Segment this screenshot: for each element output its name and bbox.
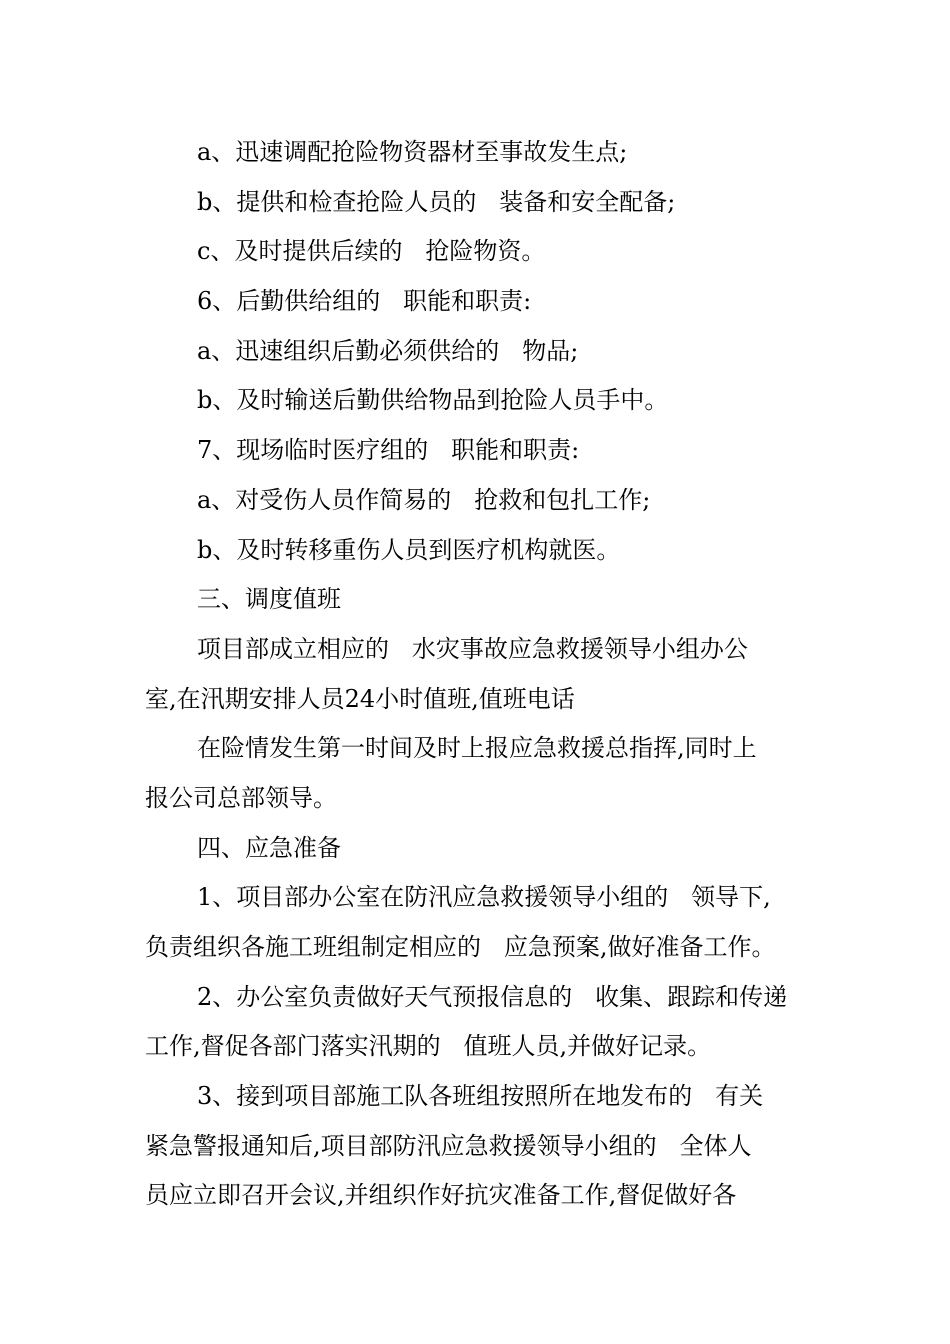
text-line: b、提供和检查抢险人员的 装备和安全配备; [197, 187, 676, 216]
document-body [145, 128, 825, 1221]
text-line: 1、项目部办公室在防汛应急救援领导小组的 领导下, [197, 883, 771, 912]
text-line: a、迅速组织后勤必须供给的 物品; [197, 336, 579, 365]
text-line: 报公司总部领导。 [145, 783, 337, 812]
text-line: 项目部成立相应的 水灾事故应急救援领导小组办公 [197, 634, 748, 663]
text-line: 室,在汛期安排人员24小时值班,值班电话 [145, 684, 575, 713]
text-line: 6、后勤供给组的 职能和职责: [197, 287, 532, 316]
text-line: b、及时转移重伤人员到医疗机构就医。 [197, 535, 621, 564]
text-line: 员应立即召开会议,并组织作好抗灾准备工作,督促做好各 [145, 1181, 737, 1210]
text-line: 工作,督促各部门落实汛期的 值班人员,并做好记录。 [145, 1032, 712, 1061]
text-line: c、及时提供后续的 抢险物资。 [197, 237, 546, 266]
text-line: b、及时输送后勤供给物品到抢险人员手中。 [197, 386, 669, 415]
text-line: a、迅速调配抢险物资器材至事故发生点; [197, 138, 628, 166]
text-line: 在险情发生第一时间及时上报应急救援总指挥,同时上 [197, 734, 757, 763]
text-line: 2、办公室负责做好天气预报信息的 收集、跟踪和传递 [197, 982, 788, 1011]
text-line: 三、调度值班 [197, 585, 341, 614]
text-line: 四、应急准备 [197, 833, 341, 862]
text-line: 负责组织各施工班组制定相应的 应急预案,做好准备工作。 [145, 933, 776, 961]
text-line: a、对受伤人员作简易的 抢救和包扎工作; [197, 485, 651, 514]
text-line: 紧急警报通知后,项目部防汛应急救援领导小组的 全体人 [145, 1131, 752, 1160]
text-line: 7、现场临时医疗组的 职能和职责: [197, 436, 580, 465]
text-line: 3、接到项目部施工队各班组按照所在地发布的 有关 [197, 1082, 764, 1111]
